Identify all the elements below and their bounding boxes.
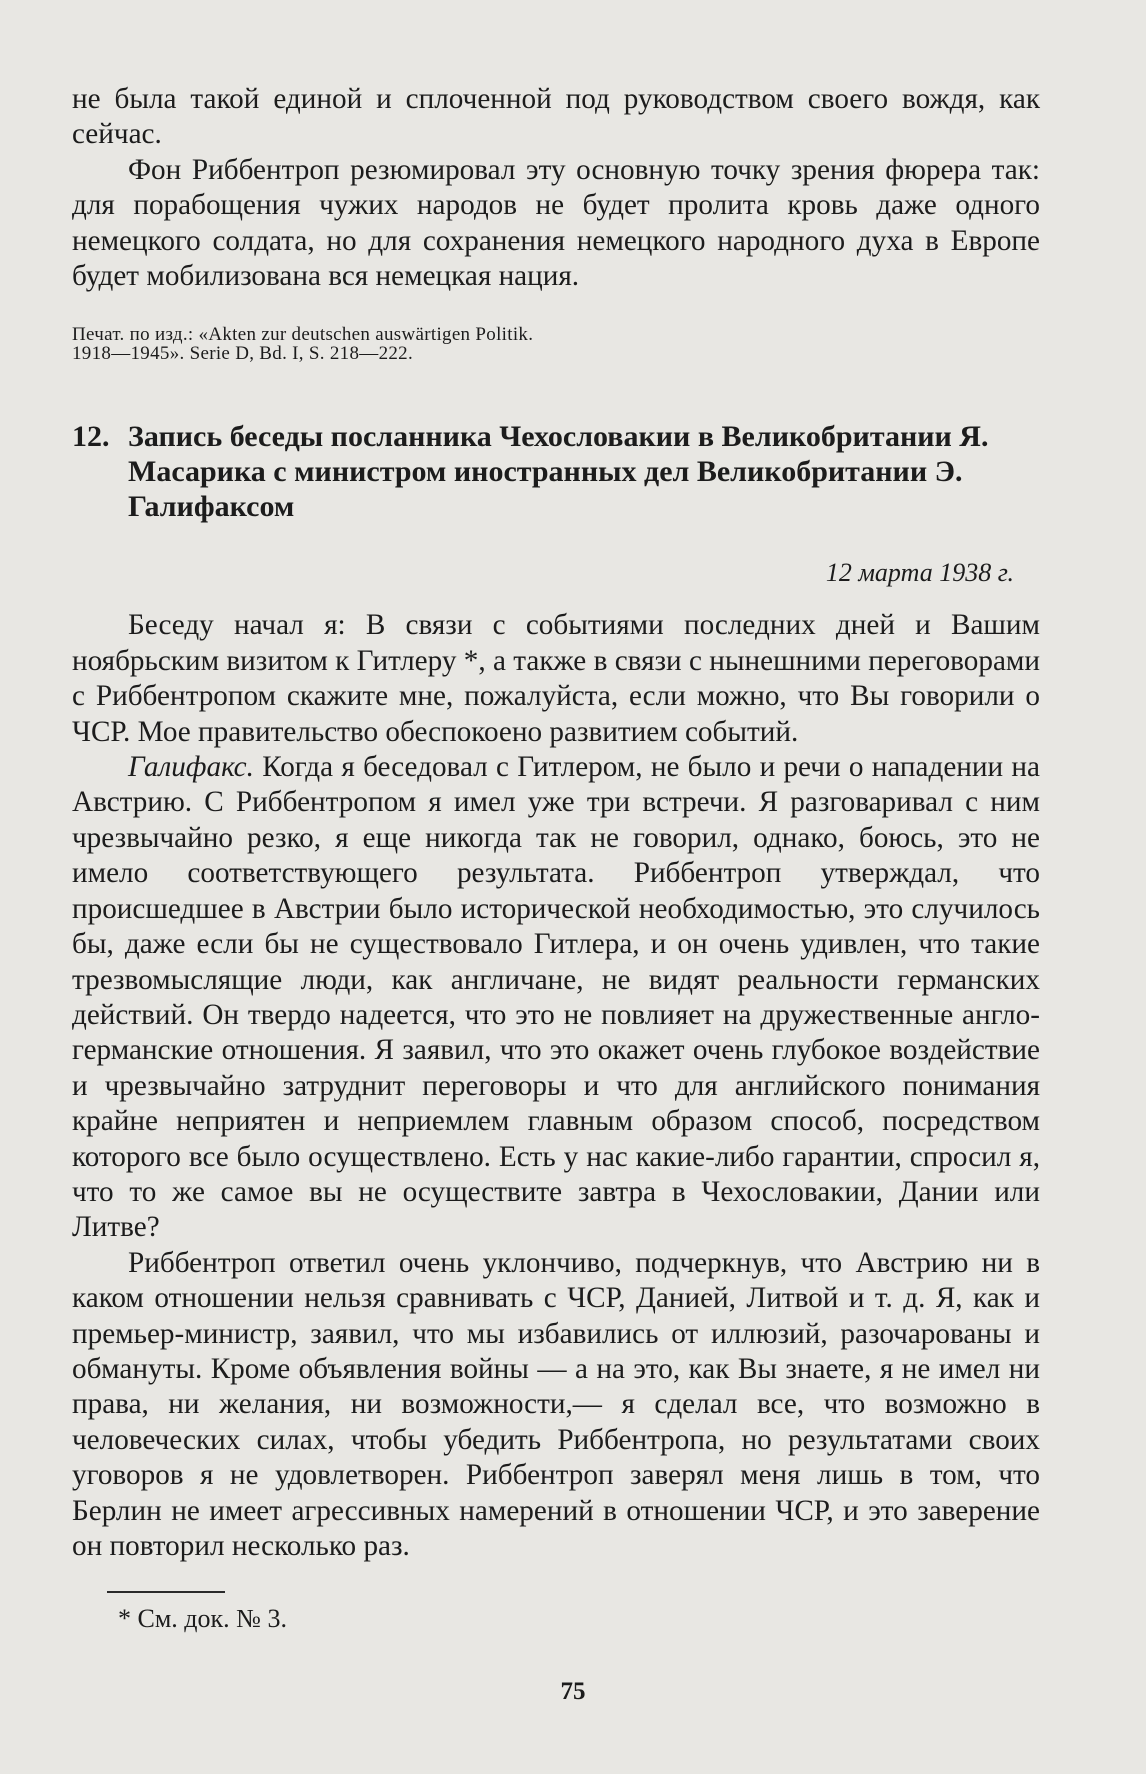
intro-paragraph: Фон Риббентроп резюмировал эту основную точку зрения фюрера так: для порабощения чужих народов не будет пролита кровь даже одного немецкого солдата, но для сохранения немецкого народного духа в Европе будет мобилизована вся немецкая нация. bbox=[72, 153, 1040, 293]
source-note: Печат. по изд.: «Akten zur deutschen auswärtigen Politik. 1918—1945». Serie D, Bd. I, S. 218—222. bbox=[72, 324, 534, 364]
document-date: 12 марта 1938 г. bbox=[825, 558, 1014, 588]
document-heading bbox=[72, 419, 1040, 524]
speaker-name: Галифакс. bbox=[128, 751, 254, 784]
speaker-paragraph bbox=[72, 750, 1040, 1246]
document-number: 12. bbox=[72, 420, 110, 454]
speaker-text: Когда я беседовал с Гитлером, не было и речи о нападении на Австрию. С Риббентропом я имел уже три встречи. Я разговаривал с ним чрезвычайно резко, я еще никогда так не говорил, однако, боюсь, это не имело соответствующего результата. Риббентроп утверждал, что происшедшее в Австрии было исторической необходимостью, это случилось бы, даже если бы не существовало Гитлера, и он очень удивлен, что такие трезвомыслящие люди, как англичане, не видят реальности германских действий. Он твердо надеется, что это не повлияет на дружественные англо-германские отношения. Я заявил, что это окажет очень глубокое воздействие и чрезвычайно затруднит переговоры и что для английского понимания крайне неприятен и неприемлем главным образом способ, посредством которого все было осуществлено. Есть у нас какие-либо гарантии, спросил я, что то же самое вы не осуществите завтра в Чехословакии, Дании или Литве? bbox=[72, 751, 1040, 1244]
text-column bbox=[72, 82, 1040, 1564]
intro-paragraph: не была такой единой и сплоченной под руководством своего вождя, как сейчас. bbox=[72, 83, 1040, 151]
document-title: Запись беседы посланника Чехословакии в Великобритании Я. Масарика с министром иностранных дел Великобритании Э. Галифаксом bbox=[128, 420, 989, 524]
page-number: 75 bbox=[560, 1678, 586, 1705]
closing-paragraph: Риббентроп ответил очень уклончиво, подчеркнув, что Австрию ни в каком отношении нельзя сравнивать с ЧСР, Данией, Литвой и т. д. Я, как и премьер-министр, заявил, что мы избавились от иллюзий, разочарованы и обмануты. Кроме объявления войны — а на это, как Вы знаете, я не имел ни права, ни желания, ни возможности,— я сделал все, что возможно в человеческих силах, чтобы убедить Риббентропа, но результатами своих уговоров я не удовлетворен. Риббентроп заверял меня лишь в том, что Берлин не имеет агрессивных намерений в отношении ЧСР, и это заверение он повторил несколько раз. bbox=[72, 1246, 1040, 1562]
footnote: * См. док. № 3. bbox=[118, 1604, 287, 1633]
opening-paragraph: Беседу начал я: В связи с событиями последних дней и Вашим ноябрьским визитом к Гитлеру *, а также в связи с нынешними переговорами с Риббентропом скажите мне, пожалуйста, если можно, что Вы говорили о ЧСР. Мое правительство обеспокоено развитием событий. bbox=[72, 609, 1040, 748]
footnote-rule bbox=[107, 1591, 225, 1593]
